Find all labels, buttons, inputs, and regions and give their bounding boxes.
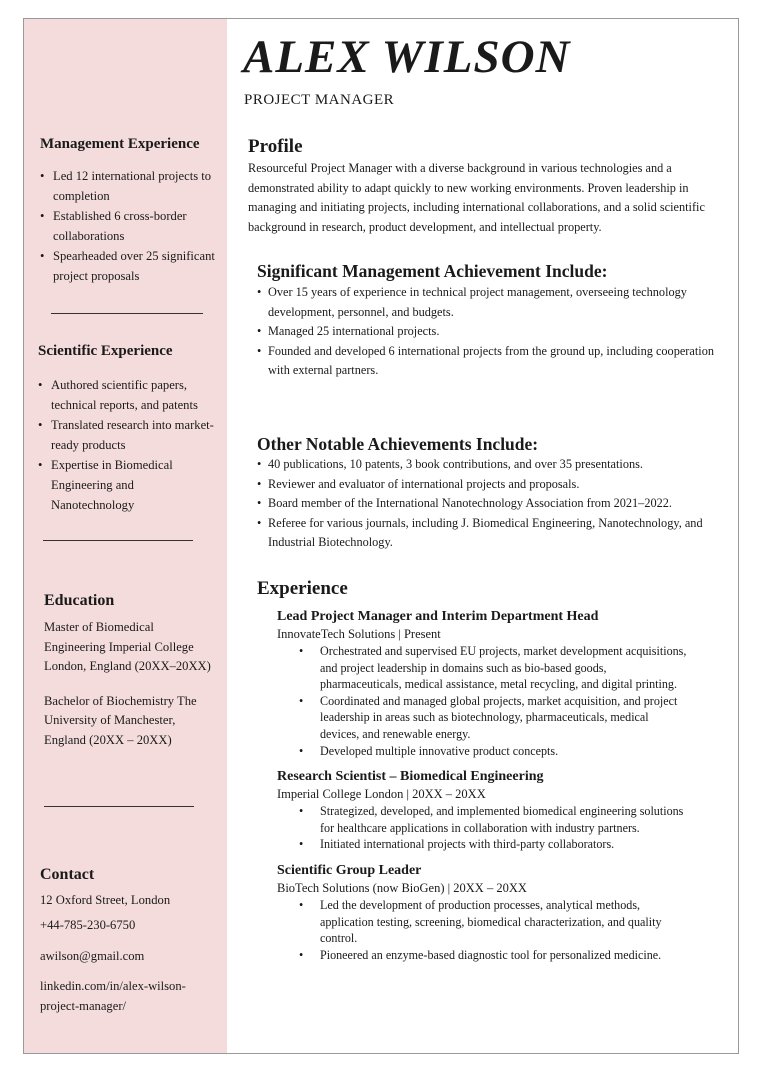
- management-achievements-section: [257, 261, 719, 381]
- job-org: InnovateTech Solutions | Present: [277, 627, 441, 641]
- contact-title: Contact: [40, 866, 95, 883]
- management-achievements-list: [257, 283, 719, 381]
- list-item: • Spearheaded over 25 significant project proposals: [40, 246, 225, 286]
- list-item: • Translated research into market-ready products: [38, 415, 218, 455]
- management-experience-section: [40, 136, 225, 286]
- candidate-name: ALEX WILSON: [243, 31, 571, 83]
- education-title: Education: [44, 592, 115, 609]
- profile-title: Profile: [248, 136, 303, 157]
- divider: [43, 540, 193, 541]
- scientific-experience-section: [38, 343, 218, 515]
- education-entry: Master of Biomedical Engineering Imperial College London, England (20XX–20XX): [44, 620, 211, 673]
- list-item: • Orchestrated and supervised EU projects, market development acquisitions, and project leadership in domains such as bio-based goods, pharmaceuticals, medical assistance, metal recycling, and digital printing.: [277, 643, 687, 693]
- list-item: • Established 6 cross-border collaborations: [40, 206, 225, 246]
- contact-address: 12 Oxford Street, London: [40, 893, 171, 907]
- profile-section: [248, 136, 726, 237]
- list-item: • Reviewer and evaluator of international projects and proposals.: [257, 475, 719, 495]
- job-title: Scientific Group Leader: [277, 862, 422, 878]
- job-duties: [277, 897, 687, 963]
- list-item: • Led the development of production processes, analytical methods, application testing, screening, biomedical characterization, and quality control.: [277, 897, 687, 947]
- candidate-role: PROJECT MANAGER: [244, 92, 395, 108]
- list-item: • Initiated international projects with third-party collaborators.: [277, 836, 687, 853]
- list-item: • Over 15 years of experience in technical project management, overseeing technology development, personnel, and budgets.: [257, 283, 719, 322]
- job-org: BioTech Solutions (now BioGen) | 20XX – 20XX: [277, 880, 527, 895]
- experience-section: [257, 578, 687, 963]
- list-item: • Pioneered an enzyme-based diagnostic tool for personalized medicine.: [277, 947, 687, 964]
- list-item: • Board member of the International Nanotechnology Association from 2021–2022.: [257, 494, 719, 514]
- education-entry: Bachelor of Biochemistry The University of Manchester, England (20XX – 20XX): [44, 693, 197, 747]
- education-section: [44, 592, 214, 750]
- list-item: • Referee for various journals, including J. Biomedical Engineering, Nanotechnology, and Industrial Biotechnology.: [257, 514, 719, 553]
- list-item: • Led 12 international projects to completion: [40, 166, 225, 206]
- list-item: • Founded and developed 6 international projects from the ground up, including cooperation with external partners.: [257, 342, 719, 381]
- job-title: Lead Project Manager and Interim Department Head: [277, 609, 599, 624]
- job-duties: [277, 643, 687, 759]
- job-entry: [257, 609, 687, 759]
- list-item: • Strategized, developed, and implemented biomedical engineering solutions for healthcare applications in collaboration with industry partners.: [277, 803, 687, 836]
- experience-title: Experience: [257, 578, 348, 599]
- list-item: • Managed 25 international projects.: [257, 322, 719, 342]
- management-achievements-title: Significant Management Achievement Include:: [257, 261, 608, 281]
- other-achievements-list: [257, 455, 719, 553]
- divider: [51, 313, 203, 314]
- contact-linkedin[interactable]: linkedin.com/in/alex-wilson-project-manager/: [40, 979, 186, 1013]
- job-entry: [257, 863, 687, 963]
- management-experience-title: Management Experience: [40, 136, 200, 152]
- job-title: Research Scientist – Biomedical Engineering: [277, 769, 544, 785]
- scientific-experience-list: [38, 375, 218, 515]
- divider: [44, 806, 194, 807]
- management-experience-list: [40, 166, 225, 286]
- scientific-experience-title: Scientific Experience: [38, 343, 173, 359]
- other-achievements-title: Other Notable Achievements Include:: [257, 434, 539, 454]
- profile-text: Resourceful Project Manager with a diverse background in various technologies and a demonstrated ability to adapt quickly to new working environments. Proven leadership in managing and initiating projects, including international collaborations, and a solid scientific background in research, product development, and intellectual property.: [248, 161, 705, 234]
- list-item: • Developed multiple innovative product concepts.: [277, 743, 687, 760]
- contact-phone: +44-785-230-6750: [40, 918, 136, 932]
- contact-section: [40, 866, 225, 1016]
- list-item: • Expertise in Biomedical Engineering and Nanotechnology: [38, 455, 218, 515]
- other-achievements-section: [257, 434, 719, 553]
- job-duties: [277, 803, 687, 853]
- list-item: • 40 publications, 10 patents, 3 book contributions, and over 35 presentations.: [257, 455, 719, 475]
- job-org: Imperial College London | 20XX – 20XX: [277, 787, 486, 802]
- job-entry: [257, 769, 687, 853]
- contact-email[interactable]: awilson@gmail.com: [40, 949, 145, 963]
- list-item: • Coordinated and managed global projects, market acquisition, and project leadership in areas such as biotechnology, pharmaceuticals, medical devices, and renewable energy.: [277, 693, 687, 743]
- list-item: • Authored scientific papers, technical reports, and patents: [38, 375, 218, 415]
